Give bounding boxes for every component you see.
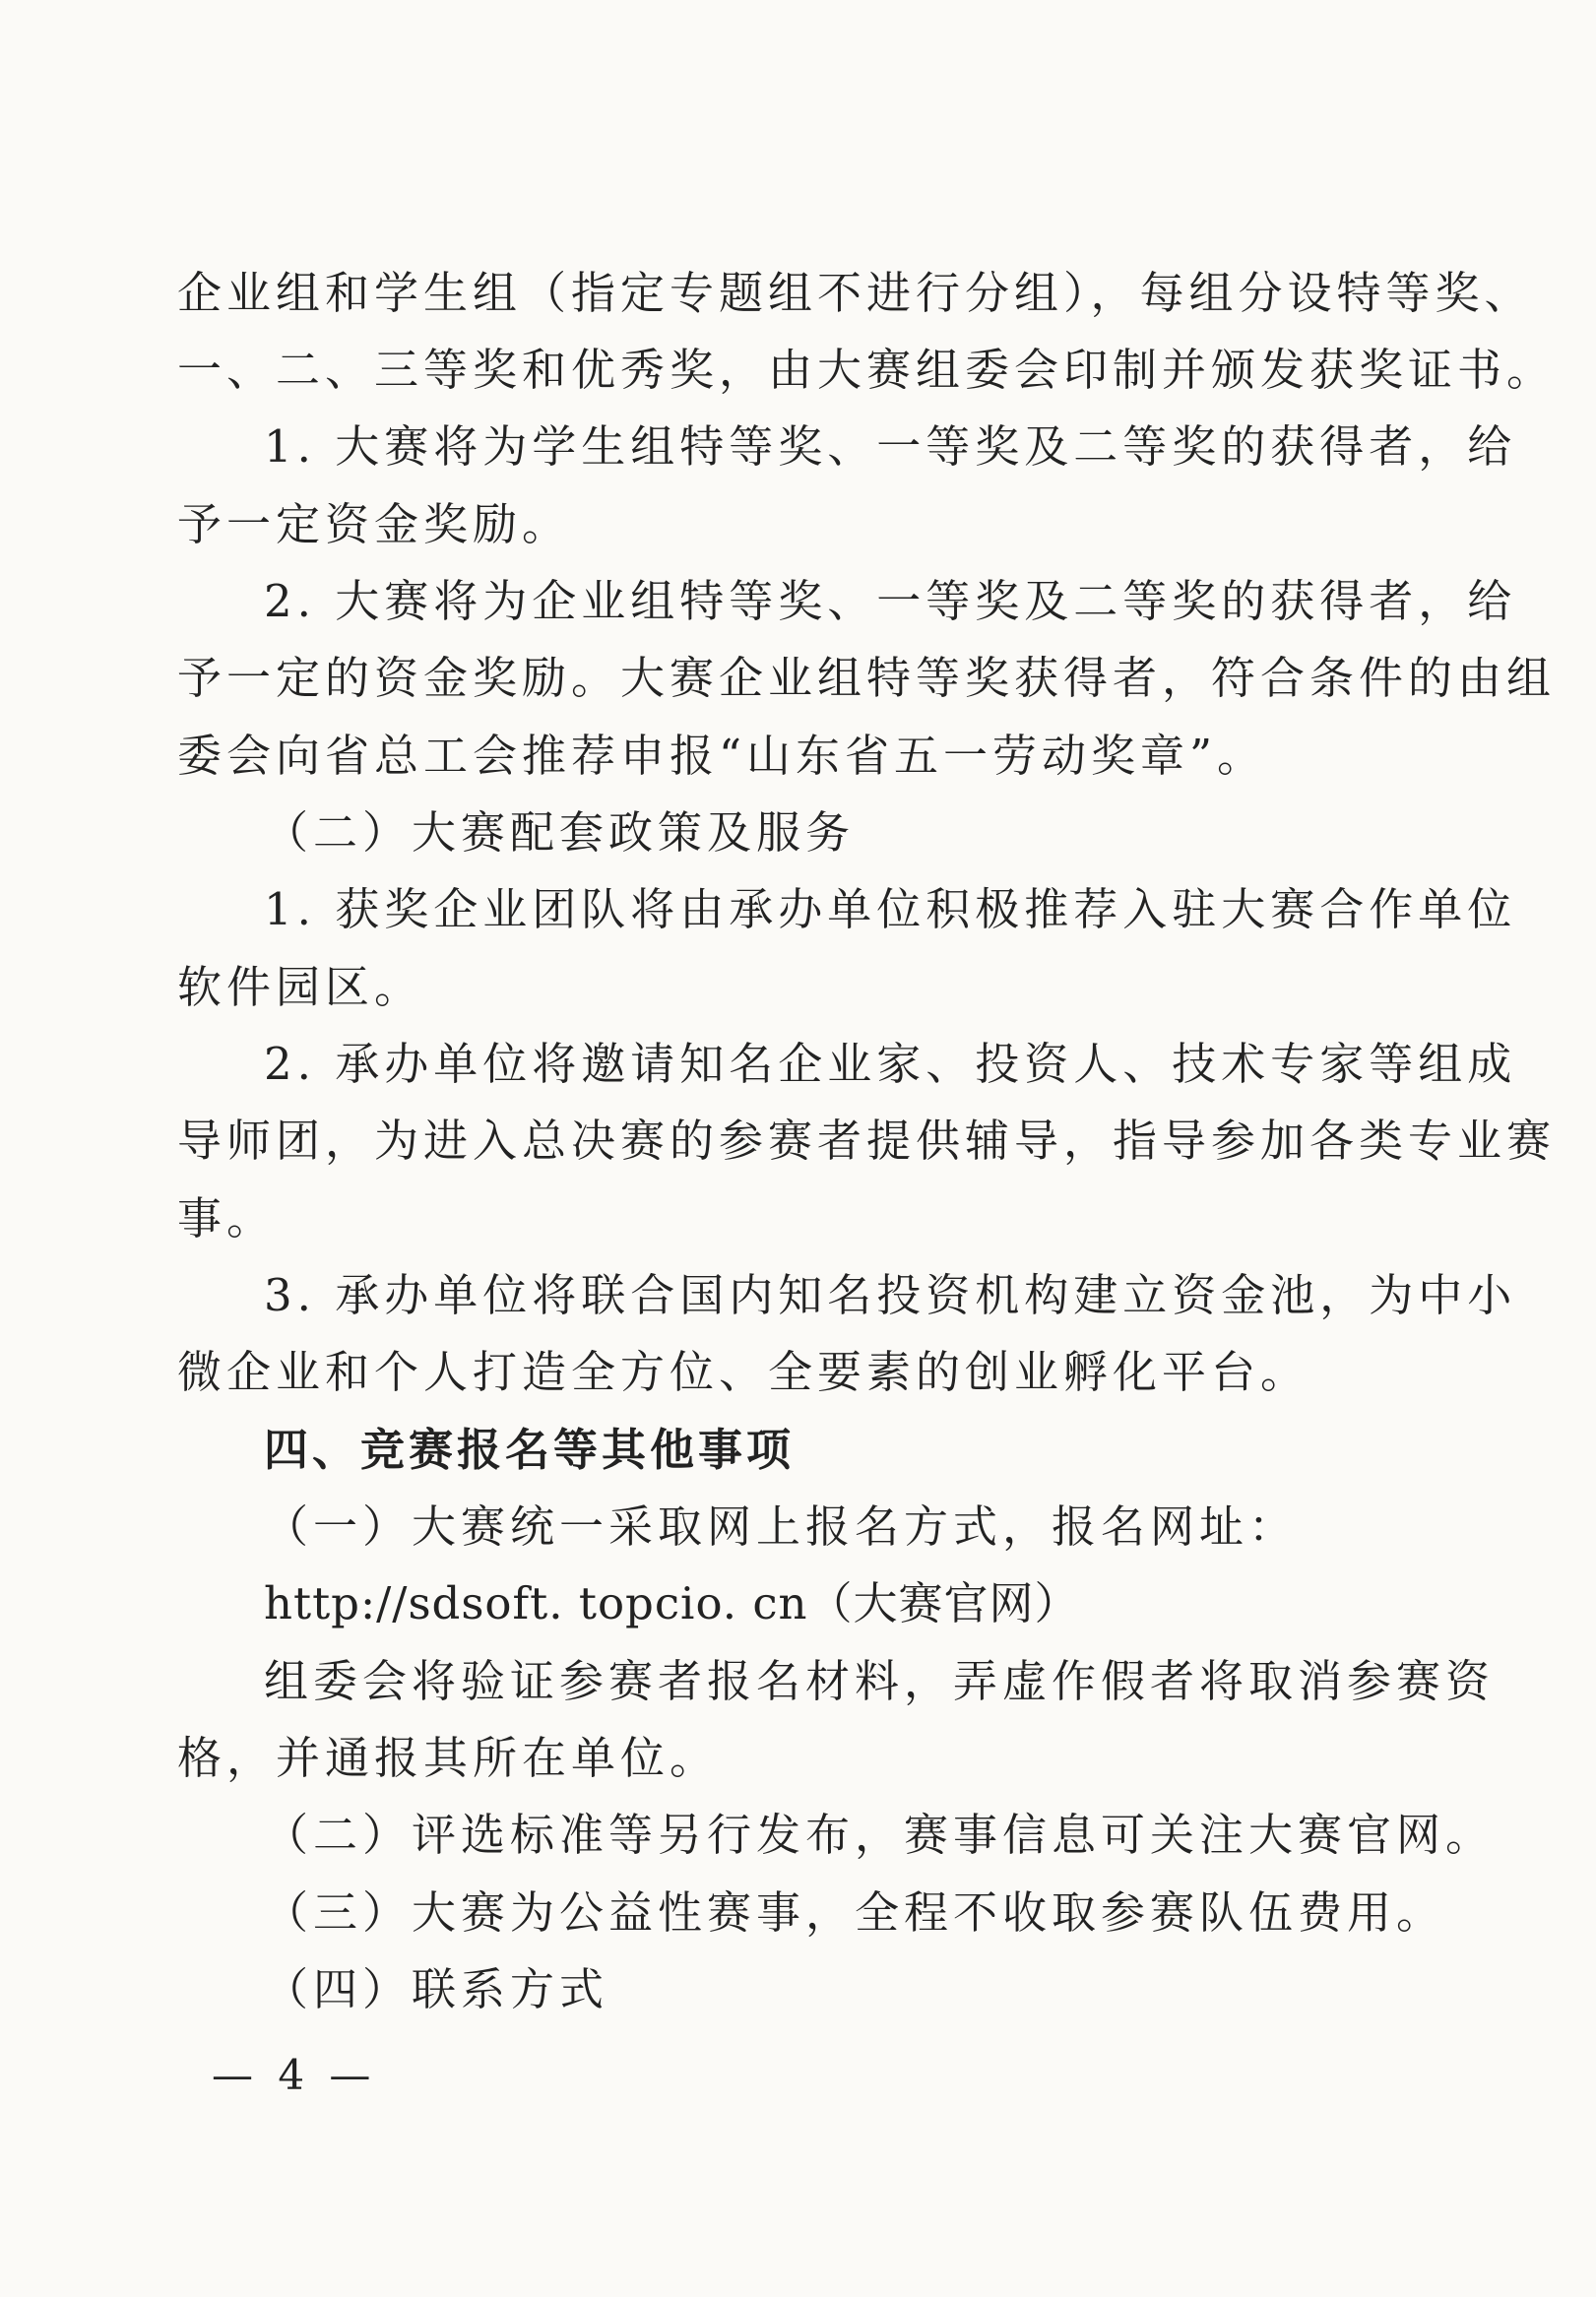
paragraph-line: 予一定资金奖励。 <box>177 498 572 550</box>
paragraph-line: 导师团，为进入总决赛的参赛者提供辅导，指导参加各类专业赛 <box>177 1115 1557 1167</box>
page-number: — 4 — <box>212 2051 377 2099</box>
registration-url: http://sdsoft. topcio. cn（大赛官网） <box>264 1577 1080 1629</box>
section-subheading: （二）大赛配套政策及服务 <box>264 806 856 859</box>
paragraph-line: 事。 <box>177 1192 277 1244</box>
paragraph-line: 一、二、三等奖和优秀奖，由大赛组委会印制并颁发获奖证书。 <box>177 344 1557 396</box>
list-item-line: 1. 大赛将为学生组特等奖、一等奖及二等奖的获得者，给 <box>264 420 1517 473</box>
paragraph-line: 企业组和学生组（指定专题组不进行分组），每组分设特等奖、 <box>177 267 1534 319</box>
paragraph-line: 组委会将验证参赛者报名材料，弄虚作假者将取消参赛资 <box>264 1655 1496 1707</box>
paragraph-line: （四）联系方式 <box>264 1963 609 2015</box>
paragraph-line: 予一定的资金奖励。大赛企业组特等奖获得者，符合条件的由组 <box>177 652 1557 704</box>
paragraph-line: （二）评选标准等另行发布，赛事信息可关注大赛官网。 <box>264 1809 1496 1861</box>
list-item-line: 3. 承办单位将联合国内知名投资机构建立资金池，为中小 <box>264 1269 1517 1321</box>
list-item-line: 2. 承办单位将邀请知名企业家、投资人、技术专家等组成 <box>264 1038 1517 1090</box>
paragraph-line: 格，并通报其所在单位。 <box>177 1732 720 1784</box>
list-item-line: 2. 大赛将为企业组特等奖、一等奖及二等奖的获得者，给 <box>264 575 1517 627</box>
section-heading: 四、竞赛报名等其他事项 <box>264 1424 796 1476</box>
list-item-line: 1. 获奖企业团队将由承办单位积极推荐入驻大赛合作单位 <box>264 883 1517 935</box>
paragraph-line: （三）大赛为公益性赛事，全程不收取参赛队伍费用。 <box>264 1886 1446 1939</box>
paragraph-line: 软件园区。 <box>177 961 424 1013</box>
paragraph-line: （一）大赛统一采取网上报名方式，报名网址： <box>264 1500 1299 1553</box>
paragraph-line: 委会向省总工会推荐申报“山东省五一劳动奖章”。 <box>177 730 1267 782</box>
paragraph-line: 微企业和个人打造全方位、全要素的创业孵化平台。 <box>177 1346 1310 1398</box>
